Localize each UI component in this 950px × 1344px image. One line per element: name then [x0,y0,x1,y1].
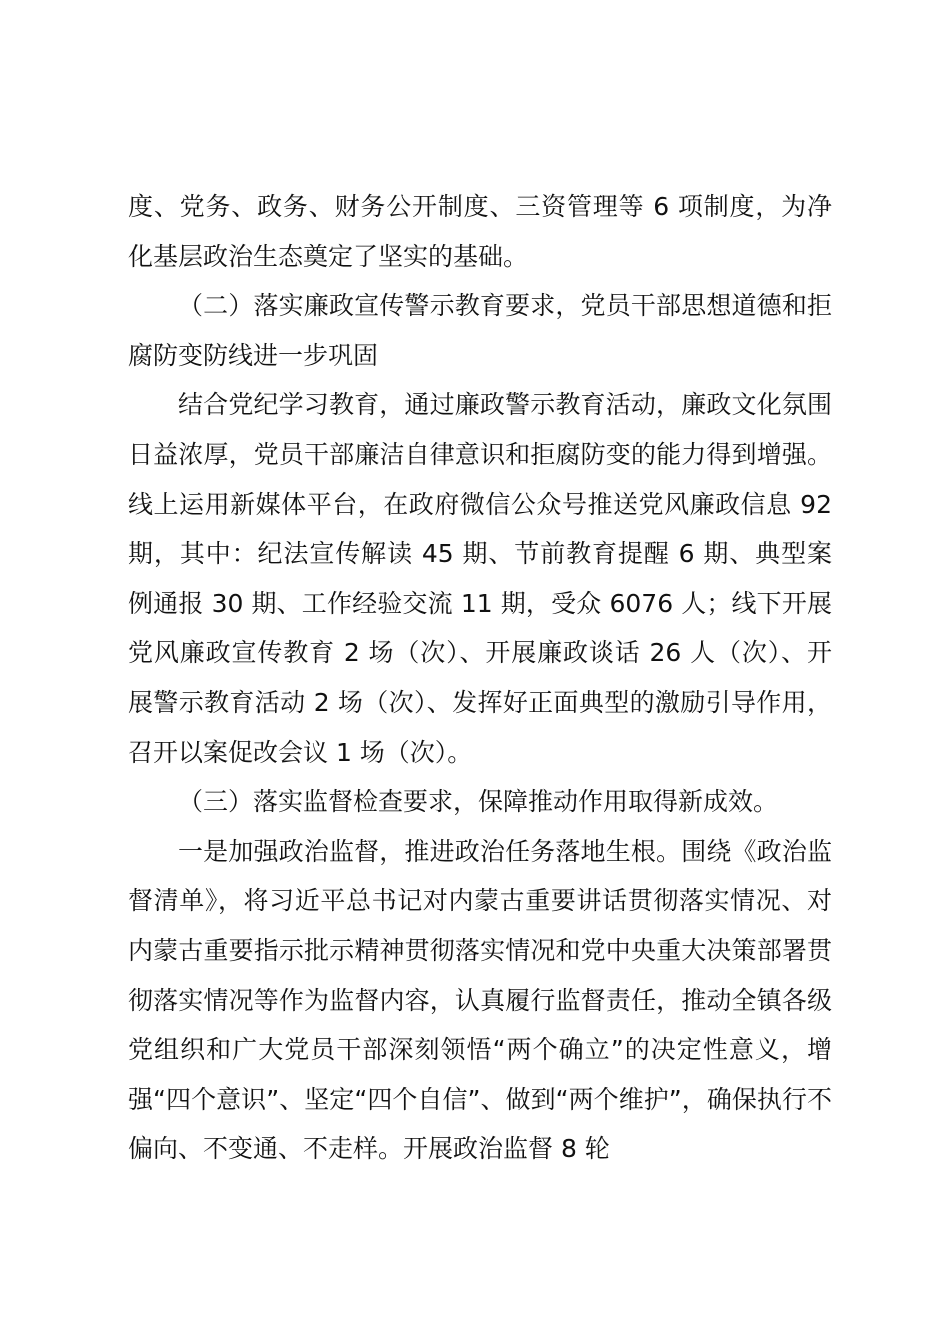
paragraph-education: 结合党纪学习教育，通过廉政警示教育活动，廉政文化氛围日益浓厚，党员干部廉洁自律意识和拒腐防变的能力得到增强。线上运用新媒体平台，在政府微信公众号推送党风廉政信息 92 期，其中：纪法宣传解读 45 期、节前教育提醒 6 期、典型案例通报 30 期、工作经验交流 11 期，受众 6076 人；线下开展党风廉政宣传教育 2 场（次）、开展廉政谈话 26 人（次）、开展警示教育活动 2 场（次）、发挥好正面典型的激励引导作用，召开以案促改会议 1 场（次）。 [128,390,832,767]
section-heading-2: （二）落实廉政宣传警示教育要求，党员干部思想道德和拒腐防变防线进一步巩固 [128,291,832,370]
paragraph-continuation: 度、党务、政务、财务公开制度、三资管理等 6 项制度，为净化基层政治生态奠定了坚实的基础。 [128,192,832,271]
document-body [128,182,832,1174]
section-heading-3: （三）落实监督检查要求，保障推动作用取得新成效。 [178,787,779,817]
paragraph-political-supervision: 一是加强政治监督，推进政治任务落地生根。围绕《政治监督清单》，将习近平总书记对内蒙古重要讲话贯彻落实情况、对内蒙古重要指示批示精神贯彻落实情况和党中央重大决策部署贯彻落实情况等作为监督内容，认真履行监督责任，推动全镇各级党组织和广大党员干部深刻领悟“两个确立”的决定性意义，增强“四个意识”、坚定“四个自信”、做到“两个维护”，确保执行不偏向、不变通、不走样。开展政治监督 8 轮 [128,836,832,1164]
